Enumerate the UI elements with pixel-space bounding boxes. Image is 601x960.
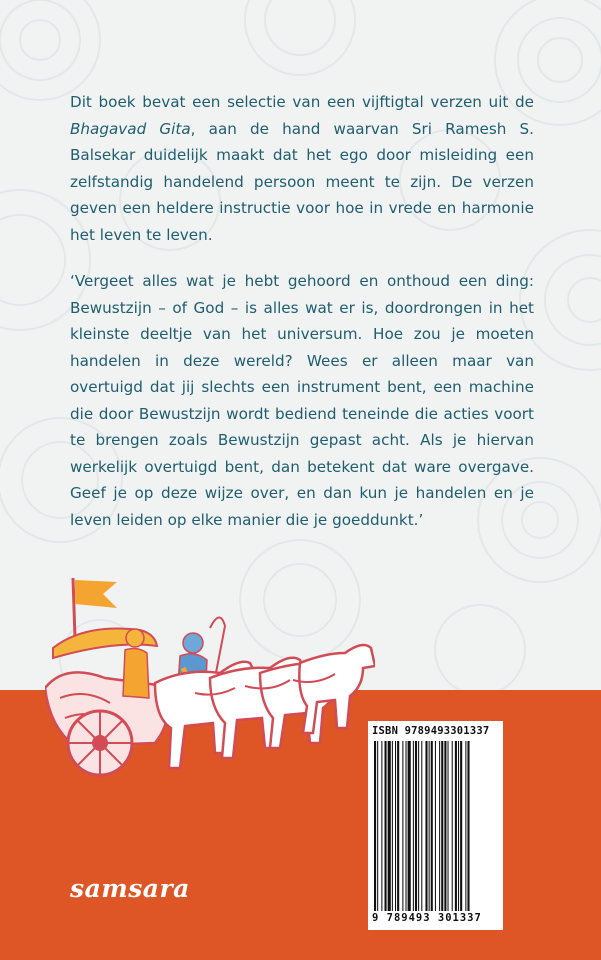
barcode-bar <box>418 741 419 911</box>
barcode-bar <box>397 741 399 911</box>
isbn-label: ISBN 9789493301337 <box>372 725 490 737</box>
barcode-bar <box>388 741 391 911</box>
barcode-bar <box>408 741 411 911</box>
barcode-bar <box>431 741 433 911</box>
barcode-bar <box>452 741 453 911</box>
barcode-bar <box>381 741 382 911</box>
barcode-bar <box>377 741 378 911</box>
barcode-bar <box>395 741 396 911</box>
barcode-bar <box>455 741 457 911</box>
barcode-bar <box>415 741 417 911</box>
chariot-illustration <box>45 568 375 808</box>
barcode-bar <box>439 741 440 911</box>
quote-paragraph: ‘Vergeet alles wat je hebt gehoord en onthoud een ding: Bewustzijn – of God – is alles wat er is, doordrongen in het kleinste deeltje van het universum. Hoe zou je moeten handelen in deze wereld? Wees er alleen maar van overtuigd dat jij slechts een instrument bent, een machine die door Bewustzijn wordt bediend teneinde die acties voort te brengen zoals Bewustzijn gepast acht. Als je hiervan werkelijk overtuigd bent, dan betekent dat ware overgave. Geef je op deze wijze over, en dan kun je handelen en je leven leiden op elke manier die je goeddunkt.’ <box>70 272 534 529</box>
isbn-barcode <box>368 721 503 930</box>
barcode-bar <box>429 741 430 911</box>
barcode-bar <box>460 741 462 911</box>
description-text-start: Dit boek bevat een selectie van een vijftigtal verzen uit de <box>70 93 534 111</box>
barcode-bar <box>413 741 414 911</box>
barcode-bar <box>465 741 466 911</box>
barcode-bar <box>444 741 446 911</box>
barcode-bar <box>467 741 469 911</box>
publisher-logo: samsara <box>70 874 190 903</box>
barcode-bar <box>402 741 403 911</box>
barcode-bar <box>385 741 387 911</box>
description-text-end: , aan de hand waarvan Sri Ramesh S. Balsekar duidelijk maakt dat het ego door misleiding een zelfstandig handelend persoon meent te zijn. De verzen geven een heldere instructie voor hoe in vrede en harmonie het leven te leven. <box>70 119 534 244</box>
barcode-bar <box>425 741 427 911</box>
barcode-bar <box>441 741 443 911</box>
barcode-bar <box>374 741 376 911</box>
barcode-bar <box>458 741 459 911</box>
barcode-bar <box>421 741 422 911</box>
barcode-bar <box>448 741 449 911</box>
isbn-digits: 9 789493 301337 <box>372 912 482 924</box>
book-title-reference: Bhagavad Gita <box>70 119 191 138</box>
barcode-bars <box>374 741 497 911</box>
description-paragraph <box>70 89 534 248</box>
barcode-bar <box>392 741 393 911</box>
barcode-bar <box>435 741 436 911</box>
barcode-bar <box>406 741 407 911</box>
